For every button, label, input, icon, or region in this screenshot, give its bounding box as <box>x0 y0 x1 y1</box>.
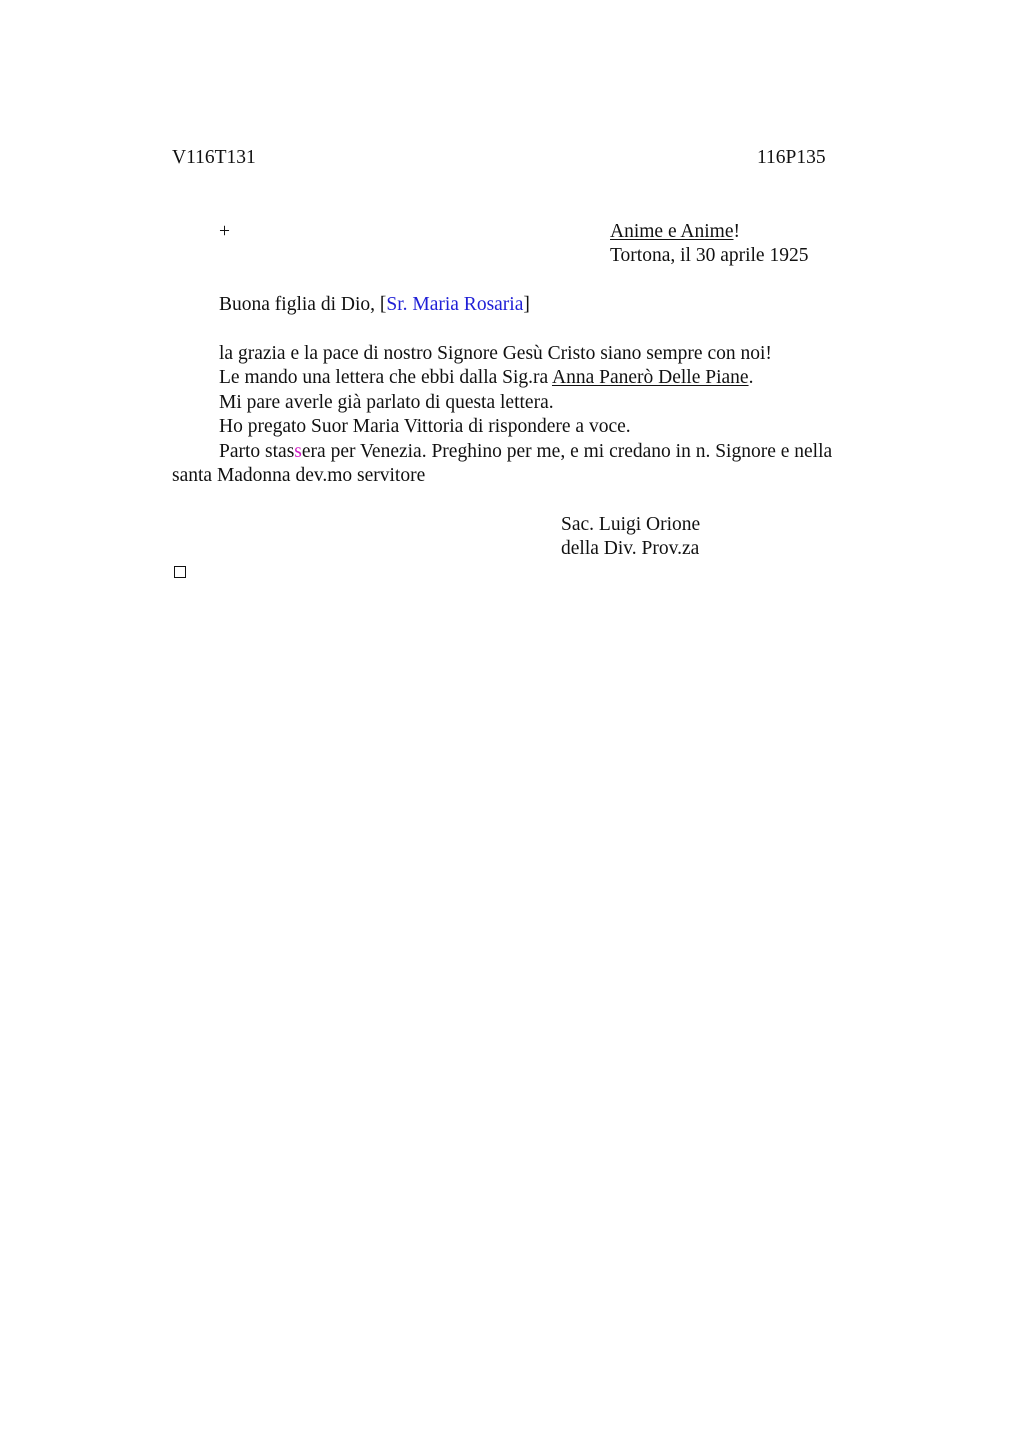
motto <box>610 220 740 244</box>
recipient-name: Sr. Maria Rosaria <box>386 294 524 315</box>
salutation-suffix: ] <box>523 294 530 315</box>
body-line-5-part2: era per Venezia. Preghino per me, e mi credano in n. Signore e nella <box>301 441 833 462</box>
body-line-2-suffix: . <box>748 367 754 388</box>
archive-code-right: 116P135 <box>757 147 826 168</box>
body-line-2-prefix: Le mando una lettera che ebbi dalla Sig.ra <box>219 367 552 388</box>
correction-letter: s <box>294 441 302 462</box>
signature-name: Sac. Luigi Orione <box>561 514 701 535</box>
body-line-3: Mi pare averle già parlato di questa lettera. <box>219 392 554 413</box>
end-of-document-box-icon <box>174 566 186 578</box>
archive-code-left: V116T131 <box>172 147 256 168</box>
mentioned-person: Anna Panerò Delle Piane <box>552 367 749 388</box>
salutation <box>219 293 530 317</box>
signature-title: della Div. Prov.za <box>561 538 700 559</box>
body-line-5 <box>219 440 832 464</box>
body-line-6: santa Madonna dev.mo servitore <box>172 465 426 486</box>
place-date: Tortona, il 30 aprile 1925 <box>610 245 809 266</box>
salutation-prefix: Buona figlia di Dio, [ <box>219 294 387 315</box>
cross-mark: + <box>219 221 230 242</box>
body-line-1: la grazia e la pace di nostro Signore Gesù Cristo siano sempre con noi! <box>219 343 772 364</box>
motto-suffix: ! <box>733 221 740 242</box>
body-line-5-part1: Parto stas <box>219 441 295 462</box>
body-line-2 <box>219 366 753 390</box>
body-line-4: Ho pregato Suor Maria Vittoria di rispondere a voce. <box>219 416 631 437</box>
motto-underlined: Anime e Anime <box>610 221 734 242</box>
